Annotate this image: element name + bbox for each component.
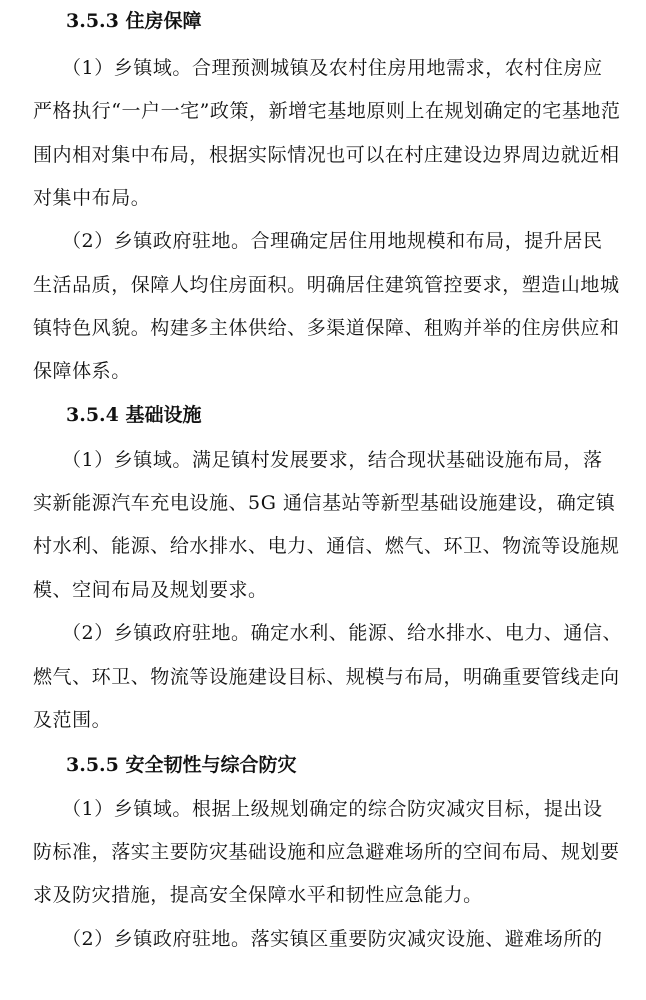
- text-line: 镇特色风貌。构建多主体供给、多渠道保障、租购并举的住房供应和: [33, 317, 620, 339]
- text-line: 实新能源汽车充电设施、5G 通信基站等新型基础设施建设，确定镇: [33, 492, 616, 514]
- text-line: 围内相对集中布局，根据实际情况也可以在村庄建设边界周边就近相: [33, 144, 620, 166]
- text-line: 严格执行“一户一宅”政策，新增宅基地原则上在规划确定的宅基地范: [33, 100, 621, 122]
- text-line: 保障体系。: [33, 360, 131, 382]
- section-heading-3-5-4: 3.5.4 基础设施: [66, 404, 202, 426]
- text-line: （2）乡镇政府驻地。确定水利、能源、给水排水、电力、通信、: [62, 622, 623, 644]
- text-line: 生活品质，保障人均住房面积。明确居住建筑管控要求，塑造山地城: [33, 274, 620, 296]
- text-line: （1）乡镇域。合理预测城镇及农村住房用地需求，农村住房应: [62, 57, 603, 79]
- text-line: （2）乡镇政府驻地。落实镇区重要防灾减灾设施、避难场所的: [62, 928, 603, 950]
- text-line: 模、空间布局及规划要求。: [33, 579, 268, 601]
- text-line: 燃气、环卫、物流等设施建设目标、规模与布局，明确重要管线走向: [33, 666, 620, 688]
- text-line: （2）乡镇政府驻地。合理确定居住用地规模和布局，提升居民: [62, 230, 603, 252]
- text-line: 及范围。: [33, 709, 112, 731]
- text-line: 求及防灾措施，提高安全保障水平和韧性应急能力。: [33, 884, 483, 906]
- text-line: 村水利、能源、给水排水、电力、通信、燃气、环卫、物流等设施规: [33, 535, 620, 557]
- text-line: 防标准，落实主要防灾基础设施和应急避难场所的空间布局、规划要: [33, 841, 620, 863]
- text-line: （1）乡镇域。根据上级规划确定的综合防灾减灾目标，提出设: [62, 798, 603, 820]
- section-heading-3-5-3: 3.5.3 住房保障: [66, 10, 202, 32]
- text-line: 对集中布局。: [33, 187, 151, 209]
- section-heading-3-5-5: 3.5.5 安全韧性与综合防灾: [66, 754, 297, 776]
- text-line: （1）乡镇域。满足镇村发展要求，结合现状基础设施布局，落: [62, 449, 603, 471]
